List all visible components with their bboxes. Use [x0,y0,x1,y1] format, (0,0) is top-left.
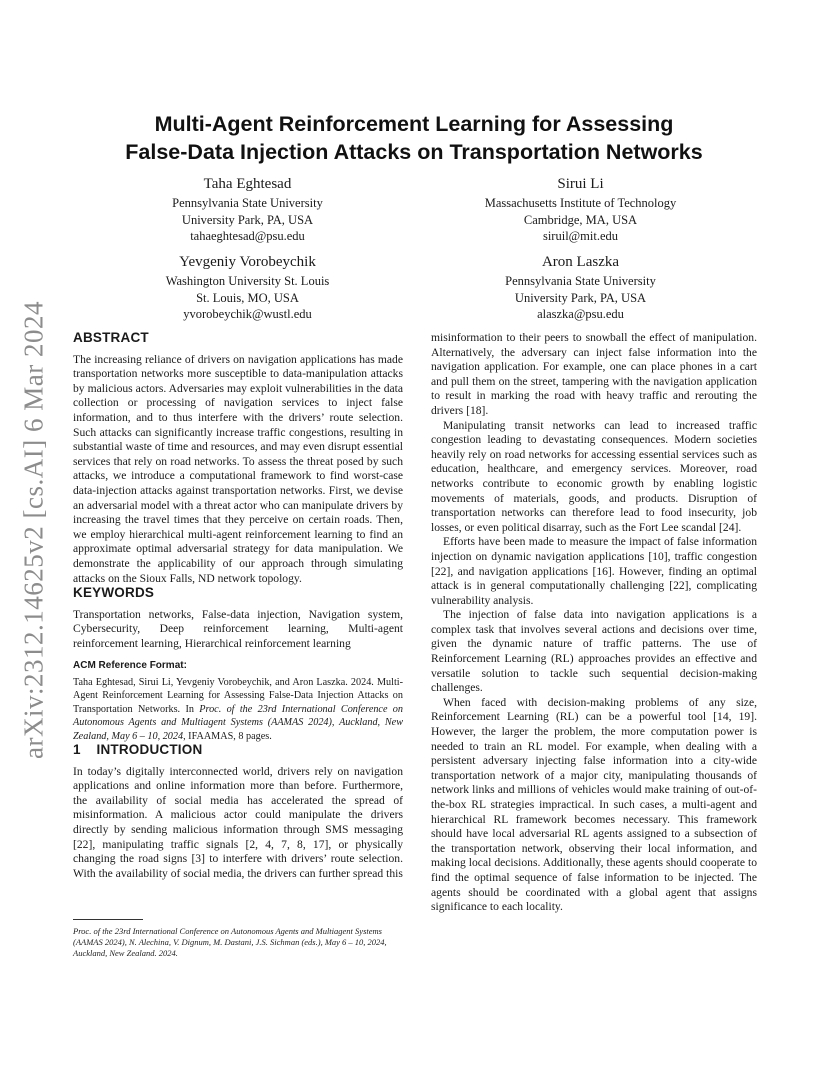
author-email: siruil@mit.edu [542,229,619,243]
author-email: alaszka@psu.edu [537,307,624,321]
author-affiliation: Pennsylvania State University [172,196,323,210]
intro-paragraph-4: The injection of false data into navigation applications is a complex task that involves several actions and decisions over time, given the dynamic nature of traffic patterns. The use of Reinforcement Learning (RL) approaches provides an effective and versatile solution to tackle such sequential decision-making challenges. [431,608,757,695]
author-name: Aron Laszka [541,254,620,270]
author-affiliation: Washington University St. Louis [165,274,330,288]
author-block [443,175,718,245]
intro-paragraph-5: When faced with decision-making problems of any size, Reinforcement Learning (RL) can be a powerful tool [14, 19]. However, the larger the problem, the more computation power is needed to train an RL model. For example, when dealing with a persistent adversary injecting false information into a city-wide transportation network of a major city, manipulating thousands of network links and millions of vehicles would make training of out-of-the-box RL strategies impractical. In such cases, a multi-agent and hierarchical RL framework becomes necessary. This framework should have local adversarial RL agents assigned to a subsection of the transportation network, observing their local information, and making local decisions. Additionally, these agents should cooperate to find the optimal sequence of false information to be injected. The agents should be coordinated with a global agent that assigns significance to each locality. [431,695,757,914]
paper-title-line2: False-Data Injection Attacks on Transportation Networks [125,140,703,164]
author-name: Taha Eghtesad [203,176,292,192]
author-block [110,175,385,245]
author-location: University Park, PA, USA [514,290,647,305]
abstract-text: The increasing reliance of drivers on navigation applications has made transportation networks more susceptible to data-manipulation attacks by malicious actors. Adversaries may exploit vulnerabilities in the data collection or processing of navigation services to inject false information, and to thus interfere with the drivers’ route selection. Such attacks can significantly increase traffic congestions, resulting in substantial waste of time and resources, and may even disrupt essential services that rely on road networks. To assess the threat posed by such attacks, we introduce a computational framework to find worst-case data-injection attacks against transportation networks. First, we devise an adversarial model with a threat actor who can manipulate drivers by increasing the travel times that they perceive on certain roads. Then, we employ hierarchical multi-agent reinforcement learning to find an approximate optimal adversarial strategy for data manipulation. We demonstrate the applicability of our approach through simulating attacks on the Sioux Falls, ND network topology. [73,352,403,585]
paper-title [0,110,828,166]
left-column [73,331,403,881]
author-location: St. Louis, MO, USA [196,290,299,305]
author-location: Cambridge, MA, USA [523,212,638,227]
author-block [110,253,385,323]
footnote: Proc. of the 23rd International Conference on Autonomous Agents and Multiagent Systems (AAMAS 2024), N. Alechina, V. Dignum, M. Dastani, J.S. Sichman (eds.), May 6 – 10, 2024, Auckland, New Zealand. 2024. [73,926,387,959]
abstract-heading: ABSTRACT [73,330,149,345]
author-affiliation: Pennsylvania State University [505,274,656,288]
intro-paragraph-1-start: In today’s digitally interconnected world, drivers rely on navigation applications and online information more than before. Furthermore, the availability of social media has accelerated the spread of misinformation. A malicious actor could manipulate the drivers directly by sending malicious information through SMS messaging [22], manipulating traffic signals [2, 4, 7, 8, 17], or physically changing the road signs [3] to interfere with drivers’ route selection. With the availability of social media, the drivers can further spread this [73,764,403,880]
arxiv-stamp [6,290,62,770]
author-email: yvorobeychik@wustl.edu [183,307,312,321]
acm-ref-venue: Proc. of the 23rd International Conference on Autonomous Agents and Multiagent Systems (AAMAS 2024), Auckland, New Zealand, May 6 – 10, 2024 [73,703,403,742]
acm-reference [73,659,403,743]
author-email: tahaeghtesad@psu.edu [190,229,305,243]
intro-paragraph-3: Efforts have been made to measure the impact of false information injection on dynamic navigation applications [10], traffic congestion [22], and navigation applications [16]. However, finding an optimal attack is in general computationally challenging [22], complicating vulnerability analysis. [431,535,757,607]
author-block [443,253,718,323]
acm-ref-tail: , IFAAMAS, 8 pages. [183,730,272,742]
author-name: Yevgeniy Vorobeychik [179,254,316,270]
intro-paragraph-1-end: misinformation to their peers to snowball the effect of manipulation. Alternatively, the adversary can inject false information into the navigation application. For example, one can place phones in a cart and pull them on the street, tampering with the navigation application to result in marking the road with heavy traffic and rerouting the drivers [18]. [431,331,757,417]
acm-ref-heading: ACM Reference Format: [73,660,187,672]
keywords-text: Transportation networks, False-data injection, Navigation system, Cybersecurity, Deep reinforcement learning, Multi-agent reinforcement learning, Hierarchical reinforcement learning [73,607,403,650]
right-column [431,331,757,915]
author-name: Sirui Li [557,176,604,192]
keywords-heading: KEYWORDS [73,585,155,601]
intro-paragraph-2: Manipulating transit networks can lead to increased traffic congestion leading to devastating consequences. Modern societies heavily rely on road networks for accessing essential services such as education, healthcare, and emergency services. Moreover, road networks contribute to economic growth by enabling logistic movements of materials, goods, and products. Disruption of transportation networks can therefore lead to food insecurity, job losses, or even political disarray, such as the Fort Lee scandal [24]. [431,418,757,534]
author-location: University Park, PA, USA [181,212,314,227]
arxiv-stamp-text: arXiv:2312.14625v2 [cs.AI] 6 Mar 2024 [18,301,49,759]
paper-title-line1: Multi-Agent Reinforcement Learning for Assessing [154,112,674,136]
acm-ref-plain: Taha Eghtesad, Sirui Li, Yevgeniy Vorobeychik, and Aron Laszka. 2024. Multi-Agent Reinforcement Learning for Assessing False-Data Injection Attacks on Transportation Networks. In [73,677,403,715]
intro-heading: 1 INTRODUCTION [73,742,203,758]
footnote-rule [73,919,143,920]
acm-ref-text [73,676,403,743]
author-affiliation: Massachusetts Institute of Technology [484,196,677,210]
